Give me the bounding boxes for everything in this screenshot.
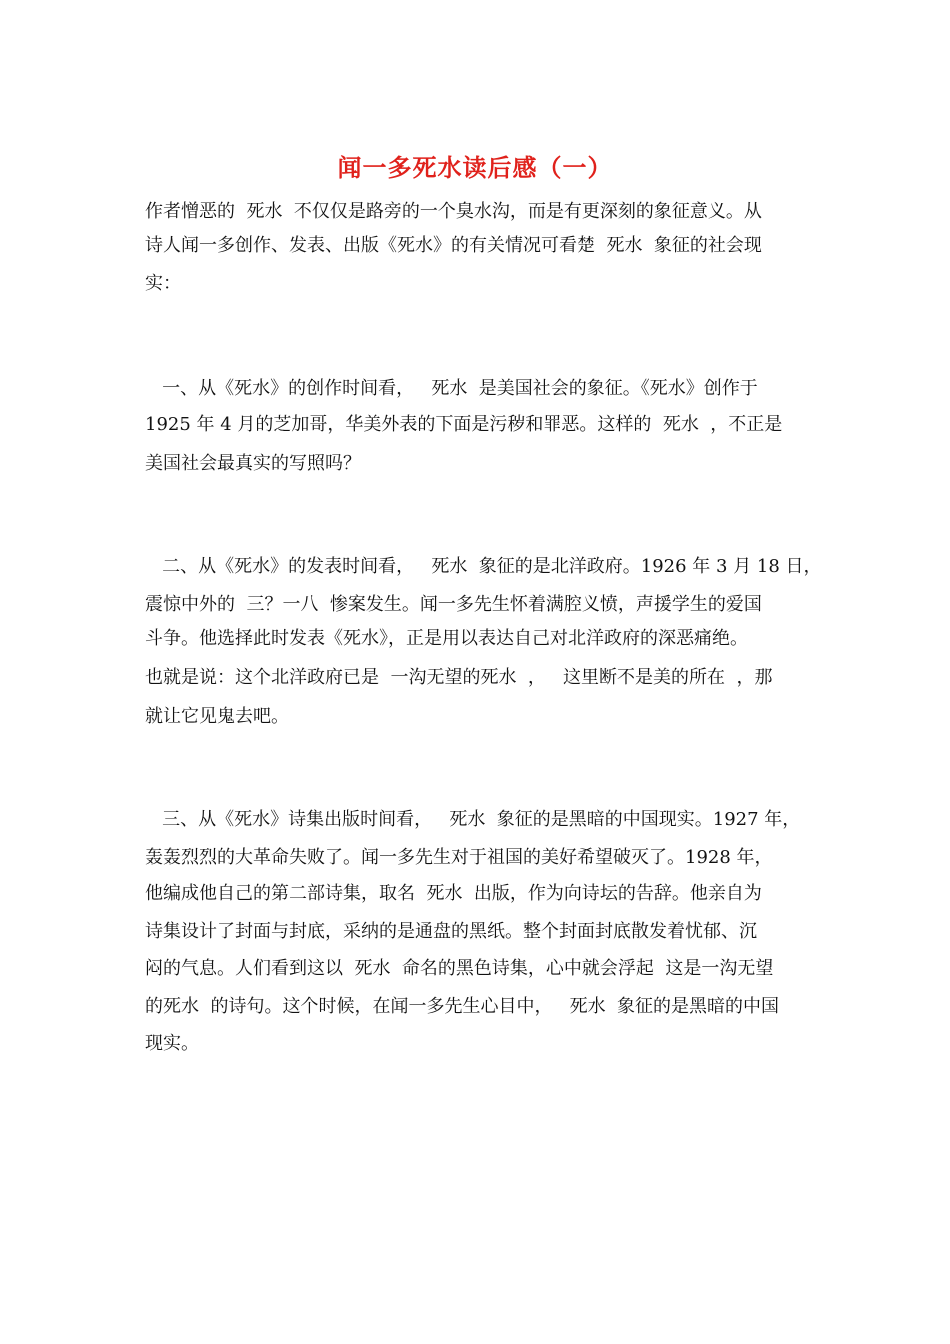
section3-line-7: 现实。 — [145, 1033, 199, 1054]
section3-line-1: 三、从《死水》诗集出版时间看， 死水 象征的是黑暗的中国现实。1927 年， — [145, 809, 801, 830]
section1-line-2: 1925 年 4 月的芝加哥，华美外表的下面是污秽和罪恶。这样的 死水 ，不正是 — [145, 414, 783, 435]
section3-line-5: 闷的气息。人们看到这以 死水 命名的黑色诗集，心中就会浮起 这是一沟无望 — [145, 958, 774, 979]
intro-line-1: 作者憎恶的 死水 不仅仅是路旁的一个臭水沟，而是有更深刻的象征意义。从 — [145, 201, 762, 222]
section1-line-3: 美国社会最真实的写照吗？ — [145, 453, 361, 474]
section3-line-6: 的死水 的诗句。这个时候，在闻一多先生心目中， 死水 象征的是黑暗的中国 — [145, 996, 780, 1017]
section3-line-3: 他编成他自己的第二部诗集，取名 死水 出版，作为向诗坛的告辞。他亲自为 — [145, 883, 762, 904]
section1-line-1: 一、从《死水》的创作时间看， 死水 是美国社会的象征。《死水》创作于 — [145, 378, 758, 399]
section2-line-2: 震惊中外的 三？一八 惨案发生。闻一多先生怀着满腔义愤，声援学生的爱国 — [145, 594, 762, 615]
intro-line-2: 诗人闻一多创作、发表、出版《死水》的有关情况可看楚 死水 象征的社会现 — [145, 235, 762, 256]
intro-line-3: 实： — [145, 273, 181, 294]
section2-line-3: 斗争。他选择此时发表《死水》，正是用以表达自己对北洋政府的深恶痛绝。 — [145, 628, 748, 649]
section3-line-2: 轰轰烈烈的大革命失败了。闻一多先生对于祖国的美好希望破灭了。1928 年， — [145, 847, 773, 868]
document-title: 闻一多死水读后感（一） — [337, 153, 613, 182]
section2-line-4: 也就是说：这个北洋政府已是 一沟无望的死水 ， 这里断不是美的所在 ，那 — [145, 667, 773, 688]
section2-line-1: 二、从《死水》的发表时间看， 死水 象征的是北洋政府。1926 年 3 月 18 日， — [145, 556, 822, 577]
section3-line-4: 诗集设计了封面与封底，采纳的是通盘的黑纸。整个封面封底散发着忧郁、沉 — [145, 921, 757, 942]
section2-line-5: 就让它见鬼去吧。 — [145, 706, 289, 727]
